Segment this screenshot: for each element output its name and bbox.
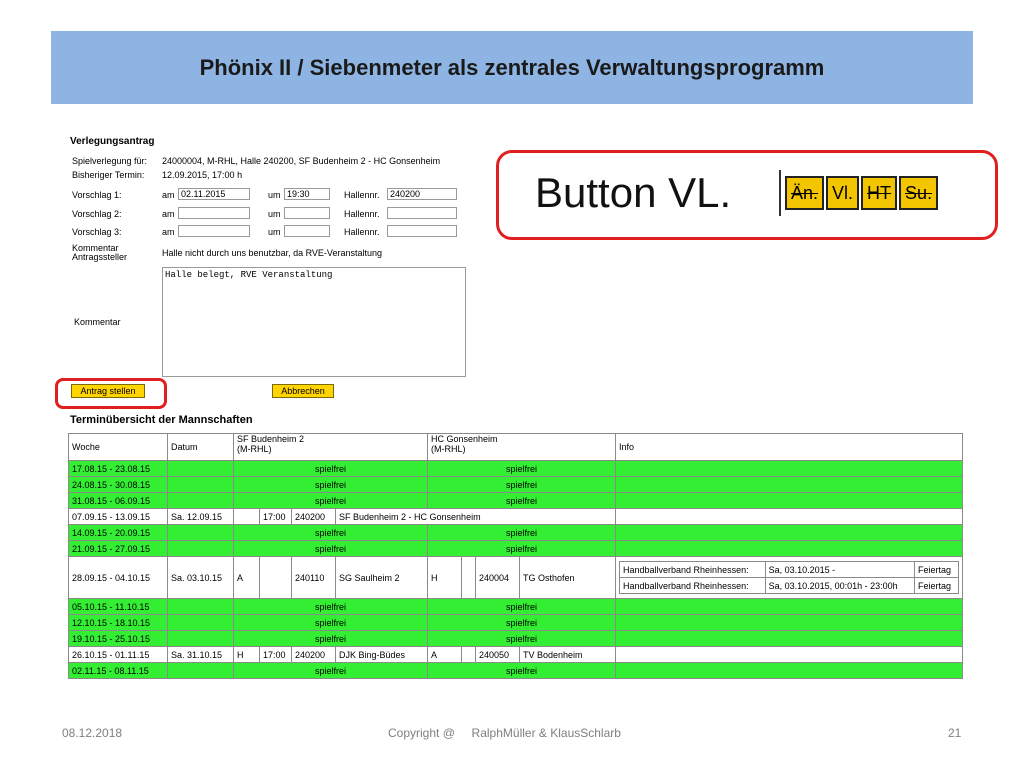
kommentar-textarea[interactable]: Halle belegt, RVE Veranstaltung xyxy=(162,267,466,377)
row-woche: 07.09.15 - 13.09.15 xyxy=(69,509,168,525)
button-vl-callout xyxy=(496,150,998,240)
row-woche: 17.08.15 - 23.08.15 xyxy=(69,461,168,477)
row-woche: 24.08.15 - 30.08.15 xyxy=(69,477,168,493)
abbrechen-button[interactable]: Abbrechen xyxy=(272,384,334,398)
row-team2-halle: 240004 xyxy=(476,557,520,599)
vorschlag-2-date-input[interactable] xyxy=(178,207,250,219)
vorschlag-2-halle-input[interactable] xyxy=(387,207,457,219)
row-info xyxy=(616,615,963,631)
row-datum xyxy=(168,525,234,541)
table-row[interactable] xyxy=(69,631,963,647)
vorschlag-3-time-input[interactable] xyxy=(284,225,330,237)
row-team2-spielfrei: spielfrei xyxy=(428,477,616,493)
row-woche: 14.09.15 - 20.09.15 xyxy=(69,525,168,541)
table-row[interactable] xyxy=(69,525,963,541)
kommentar-antragssteller-value: Halle nicht durch uns benutzbar, da RVE-Veranstaltung xyxy=(162,248,382,258)
row-team1-spielfrei: spielfrei xyxy=(234,541,428,557)
row-team1-spielfrei: spielfrei xyxy=(234,525,428,541)
vorschlag-2-label: Vorschlag 2: xyxy=(72,209,122,219)
slide-title: Phönix II / Siebenmeter als zentrales Verwaltungsprogramm xyxy=(199,55,825,80)
info-art: Feiertag xyxy=(915,578,959,594)
row-halle: 240200 xyxy=(292,509,336,525)
row-woche: 28.09.15 - 04.10.15 xyxy=(69,557,168,599)
vorschlag-3-am-label: am xyxy=(162,227,175,237)
row-team1-spielfrei: spielfrei xyxy=(234,477,428,493)
info-zeit: Sa, 03.10.2015 - xyxy=(765,562,914,578)
row-team2-spielfrei: spielfrei xyxy=(428,663,616,679)
vorschlag-2-um-label: um xyxy=(268,209,281,219)
row-team2-spielfrei: spielfrei xyxy=(428,493,616,509)
row-woche: 05.10.15 - 11.10.15 xyxy=(69,599,168,615)
footer-copyright: Copyright @ RalphMüller & KlausSchlarb xyxy=(388,726,621,740)
row-woche: 31.08.15 - 06.09.15 xyxy=(69,493,168,509)
row-team2-halle: 240050 xyxy=(476,647,520,663)
row-woche: 12.10.15 - 18.10.15 xyxy=(69,615,168,631)
table-header-row xyxy=(69,434,963,461)
verlegung-mini-button[interactable]: Vl. xyxy=(826,176,859,210)
row-team1-spielfrei: spielfrei xyxy=(234,631,428,647)
table-row[interactable] xyxy=(69,557,963,599)
row-datum xyxy=(168,541,234,557)
vorschlag-1-halle-label: Hallennr. xyxy=(344,190,380,200)
table-row[interactable] xyxy=(69,663,963,679)
vorschlag-1-time-input[interactable]: 19:30 xyxy=(284,188,330,200)
info-art: Feiertag xyxy=(915,562,959,578)
header-team2-name: HC Gonsenheim xyxy=(431,434,498,444)
table-row[interactable] xyxy=(69,509,963,525)
row-ha xyxy=(234,509,260,525)
kommentar-antragssteller-label-2: Antragssteller xyxy=(72,252,128,262)
row-datum xyxy=(168,631,234,647)
info-row xyxy=(620,562,959,578)
info-zeit: Sa, 03.10.2015, 00:01h - 23:00h xyxy=(765,578,914,594)
vorschlag-3-date-input[interactable] xyxy=(178,225,250,237)
row-info xyxy=(616,461,963,477)
row-spiel: SF Budenheim 2 - HC Gonsenheim xyxy=(336,509,616,525)
vorschlag-2-am-label: am xyxy=(162,209,175,219)
info-row xyxy=(620,578,959,594)
spielverlegung-value: 24000004, M-RHL, Halle 240200, SF Budenheim 2 - HC Gonsenheim xyxy=(162,156,441,166)
footer-date: 08.12.2018 xyxy=(62,726,123,740)
row-info xyxy=(616,599,963,615)
row-info xyxy=(616,647,963,663)
antrag-stellen-button[interactable]: Antrag stellen xyxy=(71,384,145,398)
row-team2-spielfrei: spielfrei xyxy=(428,525,616,541)
vorschlag-3-um-label: um xyxy=(268,227,281,237)
bisheriger-termin-label: Bisheriger Termin: xyxy=(72,170,145,180)
row-team2-spielfrei: spielfrei xyxy=(428,631,616,647)
header-woche: Woche xyxy=(69,434,168,461)
vorschlag-1-um-label: um xyxy=(268,190,281,200)
row-team1-spielfrei: spielfrei xyxy=(234,493,428,509)
row-team1-ha: A xyxy=(234,557,260,599)
row-team2-spielfrei: spielfrei xyxy=(428,615,616,631)
row-team1-spielfrei: spielfrei xyxy=(234,599,428,615)
header-team1-league: (M-RHL) xyxy=(237,444,272,454)
header-team1 xyxy=(234,434,428,461)
header-info: Info xyxy=(616,434,963,461)
row-woche: 02.11.15 - 08.11.15 xyxy=(69,663,168,679)
vorschlag-3-halle-input[interactable] xyxy=(387,225,457,237)
row-info xyxy=(616,509,963,525)
vorschlag-1-am-label: am xyxy=(162,190,175,200)
row-info xyxy=(616,663,963,679)
row-datum: Sa. 31.10.15 xyxy=(168,647,234,663)
row-team2-gegner: TG Osthofen xyxy=(520,557,616,599)
table-row[interactable] xyxy=(69,599,963,615)
row-datum xyxy=(168,615,234,631)
kommentar-antragssteller-label-1: Kommentar xyxy=(72,243,119,253)
row-team1-halle: 240110 xyxy=(292,557,336,599)
table-row[interactable] xyxy=(69,477,963,493)
terminuebersicht-table xyxy=(68,433,963,679)
footer-page-number: 21 xyxy=(948,726,962,740)
row-team2-gegner: TV Bodenheim xyxy=(520,647,616,663)
table-row[interactable] xyxy=(69,615,963,631)
form-heading: Verlegungsantrag xyxy=(70,136,155,147)
table-row[interactable] xyxy=(69,493,963,509)
row-team2-zeit xyxy=(462,647,476,663)
row-team1-gegner: DJK Bing-Büdes xyxy=(336,647,428,663)
callout-divider xyxy=(779,170,781,216)
row-team2-spielfrei: spielfrei xyxy=(428,541,616,557)
slide-title-bar xyxy=(51,31,973,104)
kommentar-label: Kommentar xyxy=(74,317,121,327)
verlegungsantrag-form xyxy=(66,134,481,384)
row-team1-zeit: 17:00 xyxy=(260,647,292,663)
suche-mini-button[interactable]: Su. xyxy=(899,176,938,210)
header-team2-league: (M-RHL) xyxy=(431,444,466,454)
row-woche: 26.10.15 - 01.11.15 xyxy=(69,647,168,663)
row-info xyxy=(616,493,963,509)
row-datum xyxy=(168,493,234,509)
row-team1-halle: 240200 xyxy=(292,647,336,663)
vorschlag-1-date-input[interactable]: 02.11.2015 xyxy=(178,188,250,200)
row-woche: 19.10.15 - 25.10.15 xyxy=(69,631,168,647)
row-datum xyxy=(168,461,234,477)
header-team1-name: SF Budenheim 2 xyxy=(237,434,305,444)
vorschlag-1-label: Vorschlag 1: xyxy=(72,190,122,200)
row-team2-zeit xyxy=(462,557,476,599)
row-info xyxy=(616,477,963,493)
callout-text: Button VL. xyxy=(535,169,732,216)
heimtausch-mini-button[interactable]: HT xyxy=(861,176,897,210)
row-team1-spielfrei: spielfrei xyxy=(234,461,428,477)
row-team2-ha: A xyxy=(428,647,462,663)
aendern-mini-button[interactable]: Än. xyxy=(785,176,824,210)
row-team2-spielfrei: spielfrei xyxy=(428,599,616,615)
row-team1-spielfrei: spielfrei xyxy=(234,615,428,631)
row-team1-spielfrei: spielfrei xyxy=(234,663,428,679)
spielverlegung-label: Spielverlegung für: xyxy=(72,156,148,166)
header-datum: Datum xyxy=(168,434,234,461)
vorschlag-2-halle-label: Hallennr. xyxy=(344,209,380,219)
row-datum xyxy=(168,663,234,679)
row-info xyxy=(616,525,963,541)
row-info xyxy=(616,557,963,599)
row-team2-ha: H xyxy=(428,557,462,599)
table-row[interactable] xyxy=(69,541,963,557)
table-row[interactable] xyxy=(69,647,963,663)
vorschlag-3-halle-label: Hallennr. xyxy=(344,227,380,237)
table-row[interactable] xyxy=(69,461,963,477)
terminuebersicht-title: Terminübersicht der Mannschaften xyxy=(70,414,253,426)
row-team1-ha: H xyxy=(234,647,260,663)
row-info xyxy=(616,541,963,557)
row-team2-spielfrei: spielfrei xyxy=(428,461,616,477)
row-datum xyxy=(168,477,234,493)
row-datum: Sa. 12.09.15 xyxy=(168,509,234,525)
row-datum xyxy=(168,599,234,615)
vorschlag-3-label: Vorschlag 3: xyxy=(72,227,122,237)
bisheriger-termin-value: 12.09.2015, 17:00 h xyxy=(162,170,243,180)
row-datum: Sa. 03.10.15 xyxy=(168,557,234,599)
row-team1-zeit xyxy=(260,557,292,599)
row-info xyxy=(616,631,963,647)
header-team2 xyxy=(428,434,616,461)
vorschlag-1-halle-input[interactable]: 240200 xyxy=(387,188,457,200)
callout-button-strip xyxy=(779,173,940,213)
row-zeit: 17:00 xyxy=(260,509,292,525)
info-verband: Handballverband Rheinhessen: xyxy=(620,562,766,578)
vorschlag-2-time-input[interactable] xyxy=(284,207,330,219)
row-team1-gegner: SG Saulheim 2 xyxy=(336,557,428,599)
feiertag-info-table xyxy=(619,561,959,594)
row-woche: 21.09.15 - 27.09.15 xyxy=(69,541,168,557)
info-verband: Handballverband Rheinhessen: xyxy=(620,578,766,594)
